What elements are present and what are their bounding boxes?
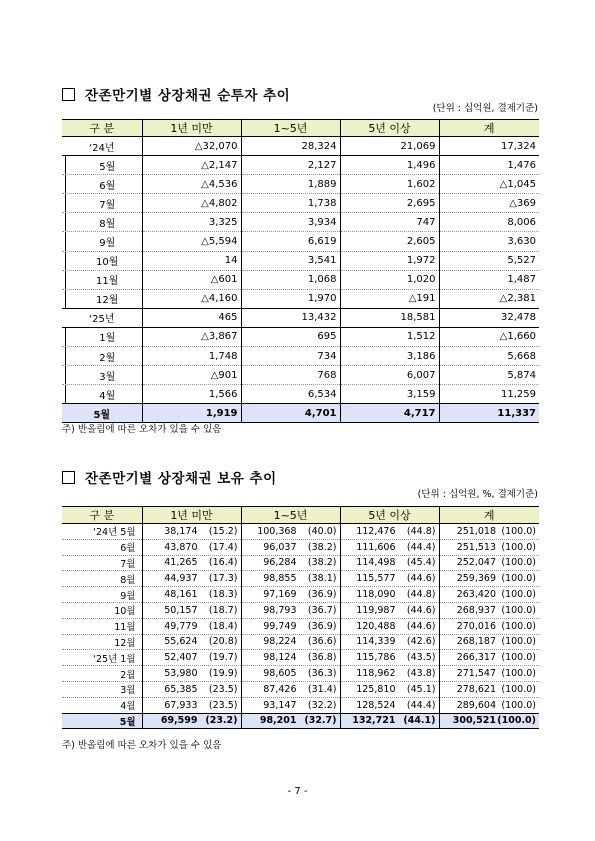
cell: 2,605 (340, 232, 439, 251)
table-row (62, 213, 539, 232)
row-label: 6월 (62, 539, 142, 555)
cell: 8,006 (439, 213, 539, 232)
cell (340, 587, 439, 603)
cell (241, 713, 340, 729)
cell (142, 555, 241, 571)
cell-value: 38,174 (164, 525, 198, 537)
table-row (62, 270, 539, 289)
cell: △901 (142, 366, 241, 385)
cell (439, 681, 539, 697)
holdings-table (62, 506, 539, 729)
cell-value: 300,521 (452, 715, 496, 727)
cell: △369 (439, 194, 539, 213)
table-row (62, 681, 539, 697)
table-row (62, 289, 539, 308)
cell-share: (18.7) (208, 604, 238, 616)
cell-share: (18.4) (208, 620, 238, 632)
cell (340, 602, 439, 618)
table-row (62, 571, 539, 587)
row-label: 9월 (62, 232, 142, 251)
cell: 3,186 (340, 347, 439, 366)
cell: 11,337 (439, 404, 539, 423)
row-label: 8월 (62, 213, 142, 232)
row-label: 8월 (62, 571, 142, 587)
cell-share: (44.6) (406, 620, 436, 632)
cell (439, 539, 539, 555)
cell: △1,045 (439, 175, 539, 194)
cell (241, 571, 340, 587)
cell-value: 100,368 (257, 525, 297, 537)
cell: 3,159 (340, 385, 439, 404)
header-total: 계 (439, 120, 539, 137)
cell (241, 555, 340, 571)
cell-share: (100.0) (501, 699, 536, 711)
row-label: 4월 (62, 697, 142, 713)
cell-share: (36.9) (307, 589, 337, 601)
cell (142, 666, 241, 682)
cell-value: 270,016 (456, 620, 496, 632)
cell-share: (43.5) (406, 652, 436, 664)
cell (241, 650, 340, 666)
row-label: 7월 (62, 555, 142, 571)
cell-value: 98,605 (263, 668, 297, 680)
cell: 3,325 (142, 213, 241, 232)
cell-value: 98,201 (259, 715, 297, 727)
cell: 1,487 (439, 270, 539, 289)
cell (340, 524, 439, 540)
table-row (62, 232, 539, 251)
cell: 1,512 (340, 327, 439, 346)
table-row (62, 524, 539, 540)
cell-value: 52,407 (164, 652, 198, 664)
table-row (62, 634, 539, 650)
cell-value: 69,599 (160, 715, 198, 727)
cell: 18,581 (340, 308, 439, 327)
section2-title-text: 잔존만기별 상장채권 보유 추이 (85, 471, 277, 487)
cell: 1,602 (340, 175, 439, 194)
cell-value: 97,169 (263, 589, 297, 601)
cell: 13,432 (241, 308, 340, 327)
cell (142, 587, 241, 603)
cell (142, 634, 241, 650)
cell-share: (23.2) (205, 715, 238, 727)
header-category: 구 분 (62, 120, 142, 137)
cell (241, 634, 340, 650)
cell: △2,381 (439, 289, 539, 308)
cell-share: (36.7) (307, 604, 337, 616)
table-row (62, 194, 539, 213)
table-row (62, 539, 539, 555)
cell-value: 120,488 (356, 620, 396, 632)
checkbox-square-icon (62, 471, 75, 484)
cell-value: 125,810 (356, 683, 396, 695)
cell: 4,701 (241, 404, 340, 423)
cell (340, 618, 439, 634)
cell: △3,867 (142, 327, 241, 346)
row-label: 2월 (62, 666, 142, 682)
cell-value: 268,937 (456, 604, 496, 616)
cell-value: 55,624 (164, 636, 198, 648)
cell (439, 555, 539, 571)
cell: 1,496 (340, 156, 439, 175)
cell (241, 681, 340, 697)
row-label: 3월 (62, 681, 142, 697)
cell (241, 618, 340, 634)
cell-share: (19.7) (208, 652, 238, 664)
cell-value: 53,980 (164, 668, 198, 680)
row-label: ‘25년 (62, 308, 142, 327)
net-investment-table (62, 119, 539, 423)
cell-share: (32.2) (307, 699, 337, 711)
cell-share: (42.6) (406, 636, 436, 648)
cell (439, 587, 539, 603)
section1-title (62, 84, 290, 104)
cell-value: 251,018 (456, 525, 496, 537)
cell (142, 697, 241, 713)
cell: △4,536 (142, 175, 241, 194)
cell (142, 650, 241, 666)
row-label: 10월 (62, 602, 142, 618)
cell: 3,934 (241, 213, 340, 232)
page-number: - 7 - (287, 786, 308, 797)
cell (241, 697, 340, 713)
cell-value: 118,090 (356, 589, 396, 601)
cell-share: (18.3) (208, 589, 238, 601)
row-label: 7월 (62, 194, 142, 213)
cell: 1,748 (142, 347, 241, 366)
cell-share: (100.0) (501, 652, 536, 664)
row-label: 10월 (62, 251, 142, 270)
cell-share: (44.8) (406, 589, 436, 601)
table-row (62, 618, 539, 634)
cell-value: 118,962 (356, 668, 396, 680)
cell-value: 99,749 (263, 620, 297, 632)
cell-value: 112,476 (356, 525, 396, 537)
cell (439, 602, 539, 618)
cell: 5,668 (439, 347, 539, 366)
table-row (62, 385, 539, 404)
cell-share: (45.4) (406, 557, 436, 569)
cell (340, 634, 439, 650)
cell-share: (17.4) (208, 541, 238, 553)
cell-share: (44.8) (406, 525, 436, 537)
cell: 32,478 (439, 308, 539, 327)
cell: 6,534 (241, 385, 340, 404)
cell (142, 681, 241, 697)
table-row (62, 650, 539, 666)
row-label: 3월 (62, 366, 142, 385)
section1-note: 주) 반올림에 따른 오차가 있을 수 있음 (62, 424, 222, 435)
cell-value: 93,147 (263, 699, 297, 711)
cell-share: (44.4) (406, 699, 436, 711)
cell (439, 666, 539, 682)
cell-share: (17.3) (208, 573, 238, 585)
table-row (62, 308, 539, 327)
section2-unit: (단위 : 십억원, %, 결제기준) (417, 489, 538, 500)
row-label: 4월 (62, 385, 142, 404)
cell-share: (100.0) (501, 683, 536, 695)
cell (142, 602, 241, 618)
cell-share: (100.0) (501, 541, 536, 553)
row-label: 6월 (62, 175, 142, 194)
cell: 3,630 (439, 232, 539, 251)
cell (142, 539, 241, 555)
cell-value: 44,937 (164, 573, 198, 585)
cell-value: 289,604 (456, 699, 496, 711)
cell: 28,324 (241, 137, 340, 156)
cell-share: (100.0) (501, 604, 536, 616)
cell: △4,160 (142, 289, 241, 308)
cell-share: (100.0) (501, 668, 536, 680)
table-row (62, 366, 539, 385)
cell (241, 587, 340, 603)
cell (439, 650, 539, 666)
cell-value: 98,224 (263, 636, 297, 648)
cell-share: (100.0) (501, 620, 536, 632)
cell-share: (36.9) (307, 620, 337, 632)
cell-share: (38.2) (307, 541, 337, 553)
cell-share: (100.0) (497, 715, 536, 727)
cell (439, 524, 539, 540)
cell (142, 524, 241, 540)
cell: 465 (142, 308, 241, 327)
table-row (62, 137, 539, 156)
header-under-1y: 1년 미만 (142, 507, 241, 524)
cell: △601 (142, 270, 241, 289)
cell: 5,874 (439, 366, 539, 385)
cell: 11,259 (439, 385, 539, 404)
cell-value: 115,786 (356, 652, 396, 664)
cell-share: (36.8) (307, 652, 337, 664)
cell (340, 539, 439, 555)
cell-share: (44.6) (406, 604, 436, 616)
cell-share: (44.1) (403, 715, 436, 727)
cell-value: 96,284 (263, 557, 297, 569)
cell: 2,127 (241, 156, 340, 175)
header-total: 계 (439, 507, 539, 524)
cell: 21,069 (340, 137, 439, 156)
row-label: ‘25년 1월 (62, 650, 142, 666)
cell-value: 114,339 (356, 636, 396, 648)
cell-value: 98,124 (263, 652, 297, 664)
cell: 1,566 (142, 385, 241, 404)
cell-value: 41,265 (164, 557, 198, 569)
cell (340, 713, 439, 729)
cell: 3,541 (241, 251, 340, 270)
cell: 1,068 (241, 270, 340, 289)
cell-share: (45.1) (406, 683, 436, 695)
cell-value: 268,187 (456, 636, 496, 648)
cell (142, 618, 241, 634)
cell-value: 266,317 (456, 652, 496, 664)
cell-share: (100.0) (501, 573, 536, 585)
cell-value: 263,420 (456, 589, 496, 601)
table-header-row (62, 120, 539, 137)
section2-note: 주) 반올림에 따른 오차가 있을 수 있음 (62, 740, 222, 751)
cell-share: (38.1) (307, 573, 337, 585)
cell: 2,695 (340, 194, 439, 213)
cell: △32,070 (142, 137, 241, 156)
cell: △1,660 (439, 327, 539, 346)
table-row (62, 697, 539, 713)
cell (340, 681, 439, 697)
cell-share: (44.4) (406, 541, 436, 553)
cell-value: 65,385 (164, 683, 198, 695)
row-label: 11월 (62, 618, 142, 634)
cell: 768 (241, 366, 340, 385)
table-row (62, 666, 539, 682)
cell-value: 251,513 (456, 541, 496, 553)
cell: 6,619 (241, 232, 340, 251)
row-label: 5월 (62, 404, 142, 423)
cell-share: (36.6) (307, 636, 337, 648)
header-under-1y: 1년 미만 (142, 120, 241, 137)
cell (241, 524, 340, 540)
cell-value: 43,870 (164, 541, 198, 553)
cell (241, 539, 340, 555)
cell (340, 650, 439, 666)
cell (439, 618, 539, 634)
section2-title (62, 467, 277, 487)
row-label: 11월 (62, 270, 142, 289)
table-row (62, 251, 539, 270)
checkbox-square-icon (62, 88, 75, 101)
cell-share: (23.5) (208, 683, 238, 695)
cell: △191 (340, 289, 439, 308)
cell: 695 (241, 327, 340, 346)
cell (142, 571, 241, 587)
table-row (62, 587, 539, 603)
cell-value: 98,793 (263, 604, 297, 616)
section1-unit: (단위 : 십억원, 결제기준) (432, 103, 538, 114)
cell (439, 697, 539, 713)
table-row (62, 327, 539, 346)
cell-share: (19.9) (208, 668, 238, 680)
cell-value: 98,855 (263, 573, 297, 585)
row-label: 9월 (62, 587, 142, 603)
cell-value: 271,547 (456, 668, 496, 680)
row-label: 12월 (62, 289, 142, 308)
cell-share: (100.0) (501, 525, 536, 537)
row-label: 12월 (62, 634, 142, 650)
cell: 1,972 (340, 251, 439, 270)
cell-share: (100.0) (501, 636, 536, 648)
cell-value: 67,933 (164, 699, 198, 711)
section1-title-text: 잔존만기별 상장채권 순투자 추이 (85, 88, 291, 104)
cell: 747 (340, 213, 439, 232)
table-row (62, 555, 539, 571)
cell-share: (100.0) (501, 589, 536, 601)
cell (142, 713, 241, 729)
cell-value: 252,047 (456, 557, 496, 569)
cell-value: 115,577 (356, 573, 396, 585)
cell-share: (32.7) (304, 715, 337, 727)
cell: 734 (241, 347, 340, 366)
row-label: ‘24년 (62, 137, 142, 156)
header-over-5y: 5년 이상 (340, 120, 439, 137)
cell: 1,476 (439, 156, 539, 175)
header-category: 구 분 (62, 507, 142, 524)
cell-share: (16.4) (208, 557, 238, 569)
cell-value: 48,161 (164, 589, 198, 601)
cell (439, 634, 539, 650)
cell (241, 666, 340, 682)
row-label: 1월 (62, 327, 142, 346)
row-label: 5월 (62, 713, 142, 729)
cell: 14 (142, 251, 241, 270)
cell-value: 128,524 (356, 699, 396, 711)
cell: 4,717 (340, 404, 439, 423)
cell (439, 571, 539, 587)
cell-share: (38.2) (307, 557, 337, 569)
cell-share: (20.8) (208, 636, 238, 648)
cell-share: (31.4) (307, 683, 337, 695)
cell: 1,889 (241, 175, 340, 194)
cell: 17,324 (439, 137, 539, 156)
cell: 1,020 (340, 270, 439, 289)
cell: 1,738 (241, 194, 340, 213)
header-1-5y: 1~5년 (241, 120, 340, 137)
cell: 5,527 (439, 251, 539, 270)
cell-share: (40.0) (307, 525, 337, 537)
cell-share: (100.0) (501, 557, 536, 569)
cell-share: (44.6) (406, 573, 436, 585)
table-row (62, 156, 539, 175)
cell-value: 259,369 (456, 573, 496, 585)
cell-value: 96,037 (263, 541, 297, 553)
cell-value: 132,721 (352, 715, 396, 727)
cell-share: (36.3) (307, 668, 337, 680)
table-row (62, 347, 539, 366)
cell: △2,147 (142, 156, 241, 175)
cell-share: (15.2) (208, 525, 238, 537)
cell (340, 555, 439, 571)
header-1-5y: 1~5년 (241, 507, 340, 524)
cell (340, 571, 439, 587)
cell: 6,007 (340, 366, 439, 385)
cell (241, 602, 340, 618)
cell-value: 50,157 (164, 604, 198, 616)
table-row (62, 602, 539, 618)
row-label: 2월 (62, 347, 142, 366)
table-row-latest (62, 713, 539, 729)
table-row (62, 175, 539, 194)
cell: 1,919 (142, 404, 241, 423)
cell-value: 49,779 (164, 620, 198, 632)
cell (439, 713, 539, 729)
cell (340, 666, 439, 682)
cell: △5,594 (142, 232, 241, 251)
cell-value: 87,426 (263, 683, 297, 695)
cell-value: 114,498 (356, 557, 396, 569)
cell: 1,970 (241, 289, 340, 308)
header-over-5y: 5년 이상 (340, 507, 439, 524)
cell: △4,802 (142, 194, 241, 213)
cell-share: (23.5) (208, 699, 238, 711)
cell (340, 697, 439, 713)
row-label: 5월 (62, 156, 142, 175)
row-label: ‘24년 5월 (62, 524, 142, 540)
table-header-row (62, 507, 539, 524)
cell-value: 111,606 (356, 541, 396, 553)
cell-share: (43.8) (406, 668, 436, 680)
cell-value: 278,621 (456, 683, 496, 695)
cell-value: 119,987 (356, 604, 396, 616)
